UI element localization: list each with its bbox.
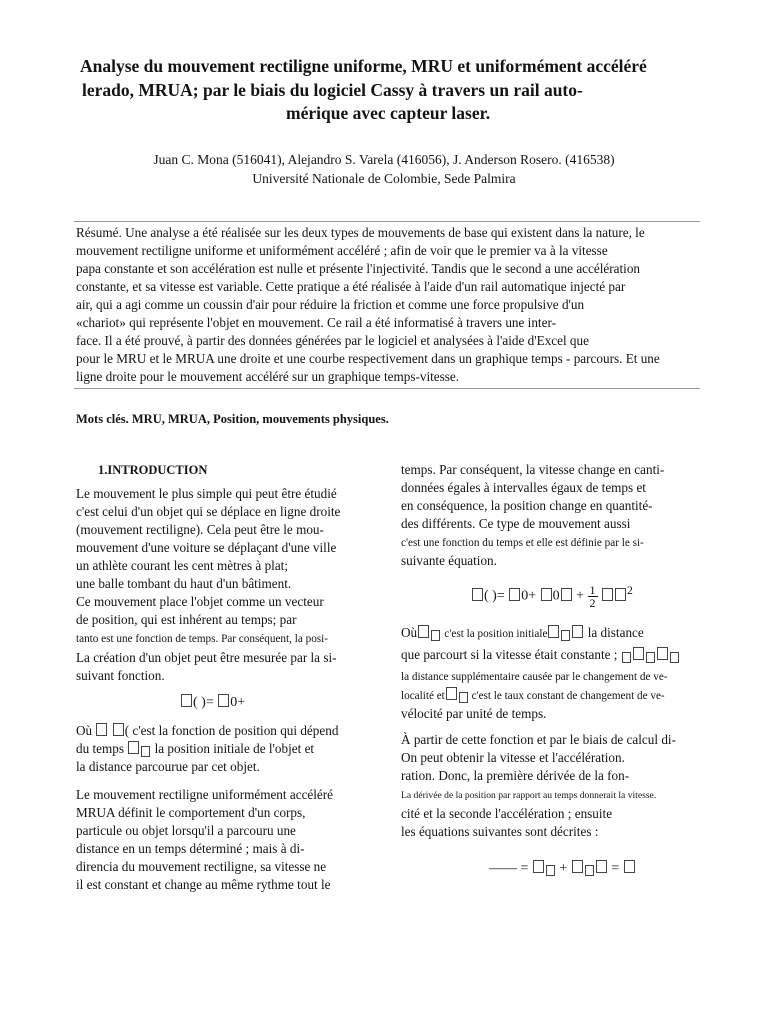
left-column [76,0,386,1024]
text-line: temps. Par conséquent, la vitesse change en canti- [401,462,665,477]
equation-text: 0+ [521,588,540,604]
math-subscript-glyph [561,630,570,641]
text-line: Ce mouvement place l'objet comme un vecteur [76,594,324,609]
equation-text: = [611,861,620,876]
paper-title-line-1: Analyse du mouvement rectiligne uniforme, MRU et uniformément accéléré [80,56,647,76]
math-symbol-glyph [533,860,544,873]
abstract-line: pour le MRU et le MRUA une droite et une courbe respectivement dans un graphique temps - parcours. Et une [76,351,660,366]
text-line: Où ( c'est la fonction de position qui dépend [76,723,339,738]
equation-text: + [576,588,585,604]
equation-exponent: 2 [627,584,633,597]
inline-text: localité et [401,690,445,702]
equation-position-uniform: ( )= 0+ [180,694,245,712]
inline-text: c'est le taux constant de changement de ve- [471,690,665,702]
equation-text: = [496,588,509,604]
text-line: c'est celui d'un objet qui se déplace en ligne droite [76,504,341,519]
equation-text: —— = [489,861,529,876]
abstract-line: «chariot» qui représente l'objet en mouvement. Ce rail a été informatisé à travers une inter- [76,315,556,330]
fraction-one-half [588,584,598,609]
text-line-small: tanto est une fonction de temps. Par conséquent, la posi- [76,633,328,645]
text-line: Le mouvement rectiligne uniformément accéléré [76,787,334,802]
abstract-line: air, qui a agi comme un coussin d'air pour réduire la friction et comme une force propulsive d'un [76,297,585,312]
inline-text: c'est la position initiale [444,628,548,640]
text-line: données égales à intervalles égaux de temps et [401,480,646,495]
text-line: Le mouvement le plus simple qui peut être étudié [76,486,337,501]
math-symbol-glyph [541,588,552,601]
text-line: suivante équation. [401,553,497,568]
text-line: À partir de cette fonction et par le biais de calcul di- [401,732,676,747]
text-line [401,624,644,643]
text-line: MRUA définit le comportement d'un corps, [76,805,306,820]
inline-text: la distance [587,625,644,640]
section-heading-introduction: 1.INTRODUCTION [98,463,208,477]
right-column [401,0,711,1024]
text-line: un athlète courant les cent mètres à plat; [76,558,289,573]
math-symbol-glyph [572,625,583,638]
math-symbol-glyph [218,694,229,707]
text-line: (mouvement rectiligne). Cela peut être le mou- [76,522,324,537]
text-line: une balle tombant du haut d'un bâtiment. [76,576,292,591]
math-symbol-glyph [596,860,607,873]
math-symbol-glyph [633,647,644,660]
equation-text: = [205,695,218,710]
math-symbol-glyph [657,647,668,660]
equation-velocity [489,860,636,878]
abstract-line: mouvement rectiligne uniforme et uniformément accéléré ; afin de voir que le premier va à la vitesse [76,243,608,258]
math-subscript-glyph [431,630,440,641]
equation-text: 0 [552,588,560,604]
math-subscript-glyph [459,692,468,703]
math-symbol-glyph [624,860,635,873]
abstract-line: papa constante et son accélération est nulle et présente l'injectivité. Tandis que le second a une accélération [76,261,641,276]
fraction-numerator: 1 [589,582,596,597]
text-line [401,646,680,664]
text-line [76,740,314,758]
inline-text: Où [76,723,93,738]
math-symbol-glyph [128,741,139,754]
abstract-line: ligne droite pour le mouvement accéléré sur un graphique temps-vitesse. [76,369,460,384]
text-line: en conséquence, la position change en quantité- [401,498,653,513]
text-line: cité et la seconde l'accélération ; ensuite [401,806,613,821]
math-symbol-glyph [602,588,613,601]
abstract-line: Résumé. Une analyse a été réalisée sur les deux types de mouvements de base qui existent dans la nature, le [76,225,645,240]
text-line: ration. Donc, la première dérivée de la fon- [401,768,630,783]
text-line: On peut obtenir la vitesse et l'accélération. [401,750,625,765]
math-symbol-glyph [572,860,583,873]
paper-title-line-2: lerado, MRUA; par le biais du logiciel Cassy à travers un rail auto- [82,80,583,100]
author-affiliation: Université Nationale de Colombie, Sede Palmira [252,171,516,186]
math-subscript-glyph [546,865,555,876]
math-symbol-glyph [113,723,124,736]
equation-position-accelerated: ( )= 0+ 0 + $\frac{1}{2}$ $^2$ [471,582,633,609]
text-line: direncia du mouvement rectiligne, sa vitesse ne [76,859,327,874]
fraction-denominator: 2 [589,595,596,610]
text-line-small [401,687,665,705]
text-line: particule ou objet lorsqu'il a parcouru une [76,823,296,838]
math-subscript-glyph [622,652,631,663]
text-line: mouvement d'une voiture se déplaçant d'une ville [76,540,337,555]
inline-text: du temps [76,741,124,756]
text-line-small: la distance supplémentaire causée par le changement de ve- [401,671,668,683]
math-symbol-glyph [96,723,107,736]
paper-title-line-3: mérique avec capteur laser. [286,103,491,123]
text-line: suivant fonction. [76,668,165,683]
equation-text: 0+ [230,695,246,710]
math-symbol-glyph [561,588,572,601]
inline-text: que parcourt si la vitesse était constante ; [401,647,618,662]
math-symbol-glyph [446,687,457,700]
inline-text: c'est la fonction de position qui dépend [132,723,339,738]
text-line-tiny: La dérivée de la position par rapport au temps donnerait la vitesse. [401,790,657,801]
text-line-small: c'est une fonction du temps et elle est définie par le si- [401,537,644,549]
math-symbol-glyph [509,588,520,601]
abstract-line: face. Il a été prouvé, à partir des données générées par le logiciel et analysées à l'aide d'Excel que [76,333,589,348]
text-line: de position, qui est inhérent au temps; par [76,612,297,627]
math-subscript-glyph [585,865,594,876]
math-symbol-glyph [615,588,626,601]
abstract-line: constante, et sa vitesse est variable. Cette pratique a été réalisée à l'aide d'un rail automatique injecté par [76,279,626,294]
math-symbol-glyph [181,694,192,707]
author-names: Juan C. Mona (516041), Alejandro S. Varela (416056), J. Anderson Rosero. (416538) [153,152,615,167]
inline-text: Où [401,625,418,640]
text-line: distance en un temps déterminé ; mais à di- [76,841,305,856]
text-line: vélocité par unité de temps. [401,706,547,721]
text-line: la distance parcourue par cet objet. [76,759,260,774]
math-symbol-glyph [472,588,483,601]
text-line: La création d'un objet peut être mesurée par la si- [76,650,337,665]
math-subscript-glyph [141,746,150,757]
math-subscript-glyph [670,652,679,663]
inline-text: la position initiale de l'objet et [154,741,315,756]
equation-text: + [559,861,568,876]
text-line: les équations suivantes sont décrites : [401,824,599,839]
math-symbol-glyph [548,625,559,638]
text-line: des différents. Ce type de mouvement aussi [401,516,631,531]
math-symbol-glyph [418,625,429,638]
text-line: il est constant et change au même rythme tout le [76,877,331,892]
keywords: Mots clés. MRU, MRUA, Position, mouvements physiques. [76,412,389,426]
math-subscript-glyph [646,652,655,663]
